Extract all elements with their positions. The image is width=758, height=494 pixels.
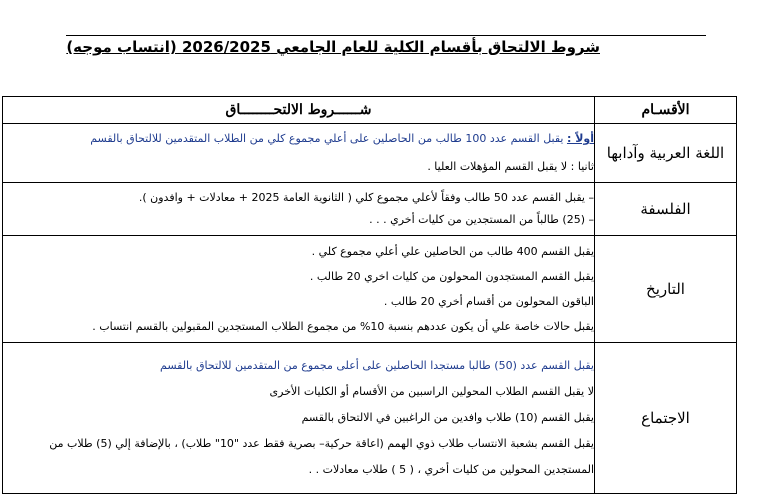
- condition-line: يقبل القسم بشعبة الانتساب طلاب ذوي الهمم (اعاقة حركية– بصرية فقط عدد "10" طلاب) ، بالإضافة إلي (5) طلاب من: [49, 437, 594, 450]
- table-row: [3, 236, 737, 343]
- condition-line: – يقبل القسم عدد 50 طالب وفقاً لأعلي مجموع كلي ( الثانوية العامة 2025 + معادلات + وافدون ).: [138, 191, 594, 204]
- condition-line: يقبل القسم (10) طلاب وافدين من الراغبين في الالتحاق بالقسم: [301, 411, 594, 424]
- page-title: شروط الالتحاق بأقسام الكلية للعام الجامعي 2026/2025 (انتساب موجه): [66, 38, 600, 56]
- table-row: [3, 343, 737, 494]
- top-rule: [66, 35, 706, 36]
- condition-label: أولاً :: [566, 132, 594, 145]
- table-row: [3, 183, 737, 236]
- condition-line: [3, 125, 594, 153]
- condition-text: ثانيا : لا يقبل القسم المؤهلات العليا .: [427, 160, 594, 173]
- condition-line: – (25) طالباً من المستجدين من كليات أخري . . .: [369, 213, 594, 226]
- condition-line: لا يقبل القسم الطلاب المحولين الراسبين من الأقسام أو الكليات الأخرى: [269, 385, 594, 398]
- condition-line: يقبل القسم 400 طالب من الحاصلين علي أعلي مجموع كلي .: [311, 245, 594, 258]
- condition-line: الباقون المحولون من أقسام أخري 20 طالب .: [383, 295, 594, 308]
- condition-line: المستجدين المحولين من كليات أخري ، ( 5 ) طلاب معادلات . .: [308, 463, 594, 476]
- condition-line: [3, 153, 594, 181]
- department-arabic: اللغة العربية وآدابها: [595, 124, 737, 183]
- conditions-philosophy: [3, 183, 595, 236]
- table-header-row: [3, 97, 737, 124]
- condition-line: يقبل حالات خاصة علي أن يكون عددهم بنسبة 10% من مجموع الطلاب المستجدين المقبولين بالقسم انتساب .: [92, 320, 594, 333]
- conditions-arabic: [3, 124, 595, 183]
- condition-text: يقبل القسم عدد 100 طالب من الحاصلين على أعلي مجموع كلي من الطلاب المتقدمين للالتحاق بالقسم: [90, 132, 564, 145]
- condition-line: يقبل القسم عدد (50) طالبا مستجدا الحاصلين على أعلى مجموع من المتقدمين للالتحاق بالقسم: [160, 359, 594, 372]
- condition-line: يقبل القسم المستجدون المحولون من كليات اخري 20 طالب .: [309, 270, 594, 283]
- admission-rules-table: [2, 96, 737, 494]
- table-row: [3, 124, 737, 183]
- conditions-history: [3, 236, 595, 343]
- department-history: التاريخ: [595, 236, 737, 343]
- department-philosophy: الفلسفة: [595, 183, 737, 236]
- departments-header: الأقسـام: [595, 97, 737, 124]
- conditions-sociology: [3, 343, 595, 494]
- conditions-header: شــــــروط الالتحــــــــاق: [3, 97, 595, 124]
- department-sociology: الاجتماع: [595, 343, 737, 494]
